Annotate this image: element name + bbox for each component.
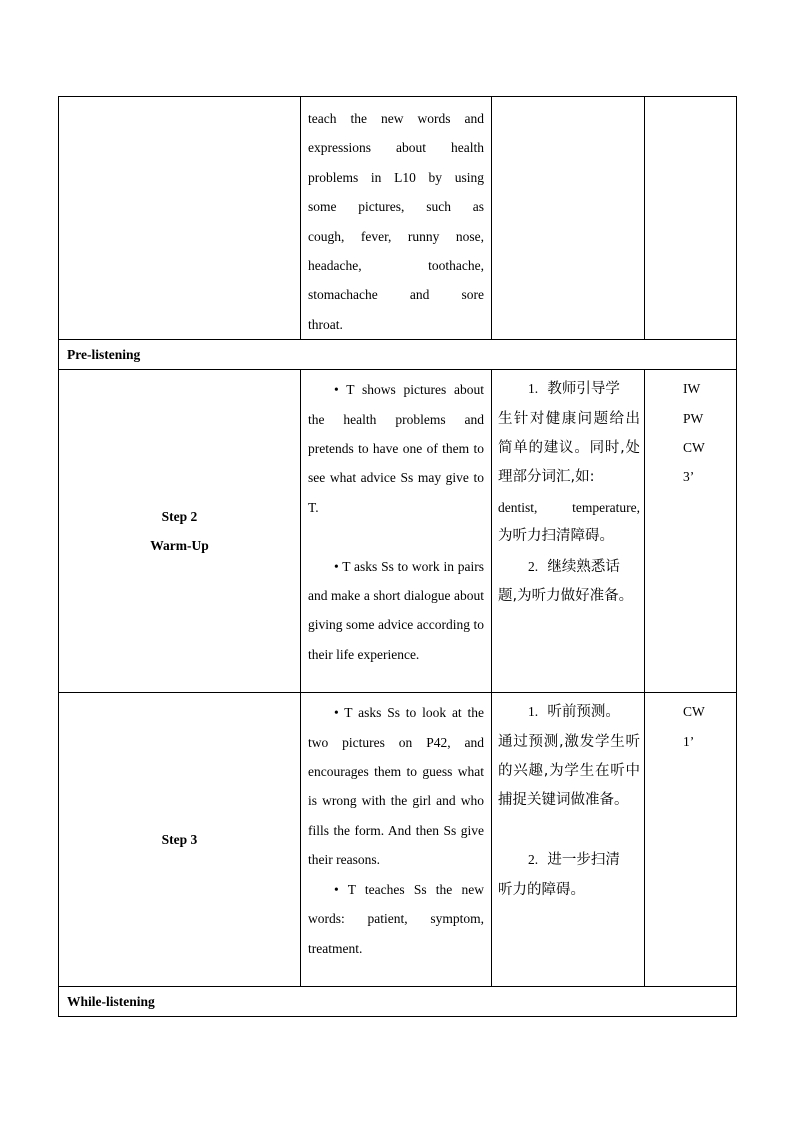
step3-row [59, 693, 737, 987]
interaction-item: CW [683, 440, 705, 456]
activity-line: teach the new words and [308, 111, 484, 126]
step3-purpose-1 [492, 693, 644, 816]
step3-purpose-cell [492, 693, 645, 987]
purpose-number: 2. [528, 558, 539, 574]
step3-title: Step 3 [161, 832, 198, 848]
step2-title: Step 2 [161, 509, 198, 525]
activity-line: some pictures, such as [308, 199, 484, 215]
step-cell-empty [59, 97, 301, 340]
step2-purpose-cell [492, 370, 645, 693]
step2-purpose-2 [492, 552, 644, 612]
interaction-list [645, 693, 736, 756]
step2-interaction-cell [645, 370, 737, 693]
step3-interaction-cell [645, 693, 737, 987]
interaction-item: IW [683, 381, 701, 397]
step3-purpose-2 [492, 845, 644, 905]
activity-line: expressions about health [308, 140, 484, 156]
interaction-item: CW [683, 704, 705, 720]
step2-activity-1: • T shows pictures about the health problems and pretends to have one of them to see what advice Ss may give to T. [308, 382, 484, 515]
interaction-list [645, 370, 736, 492]
purpose-text: 教师引导学 [547, 381, 620, 398]
purpose-number: 2. [528, 852, 539, 868]
purpose-text: 生针对健康问题给出简单的建议。同时,处理部分词汇,如: [498, 410, 640, 486]
continuation-row [59, 97, 737, 340]
step3-cell [59, 693, 301, 987]
interaction-item: 1’ [683, 733, 695, 749]
step2-subtitle: Warm-Up [150, 538, 209, 554]
purpose-words: dentist, temperature, [498, 499, 640, 515]
step3-activity-2: • T teaches Ss the new words: patient, symptom, treatment. [308, 881, 484, 956]
purpose-text: 进一步扫清 [547, 852, 620, 869]
purpose-text: 继续熟悉话 [547, 558, 620, 575]
activity-cell [301, 97, 492, 340]
section-title: While-listening [59, 987, 737, 1017]
activity-line: headache, toothache, [308, 258, 484, 274]
section-row-while-listening [59, 987, 737, 1017]
activity-line: problems in L10 by using [308, 169, 484, 185]
purpose-number: 1. [528, 704, 539, 720]
step3-activity-cell [301, 693, 492, 987]
step2-cell [59, 370, 301, 693]
step3-activity-1: • T asks Ss to look at the two pictures on P42, and encourages them to guess what is wrong with the girl and who fills the form. And then Ss give their reasons. [308, 705, 484, 868]
activity-line: throat. [308, 316, 343, 332]
purpose-text: 通过预测,激发学生听的兴趣,为学生在听中捕捉关键词做准备。 [498, 733, 640, 809]
step2-purpose-1 [492, 370, 644, 551]
interaction-item: 3’ [683, 469, 695, 485]
purpose-cell-empty [492, 97, 645, 340]
activity-line: stomachache and sore [308, 287, 484, 303]
lesson-plan-table [58, 96, 737, 1017]
section-title: Pre-listening [59, 340, 737, 370]
purpose-text: 听力的障碍。 [498, 881, 585, 898]
activity-line: cough, fever, runny nose, [308, 228, 484, 244]
purpose-text: 听前预测。 [547, 704, 620, 721]
interaction-cell-empty [645, 97, 737, 340]
step2-activity-2: • T asks Ss to work in pairs and make a short dialogue about giving some advice according to their life experience. [308, 558, 484, 662]
step2-row [59, 370, 737, 693]
interaction-item: PW [683, 410, 704, 426]
activity-text [301, 97, 491, 339]
purpose-text: 为听力扫清障碍。 [498, 528, 614, 545]
purpose-number: 1. [528, 381, 539, 397]
step2-activity-cell [301, 370, 492, 693]
purpose-text: 题,为听力做好准备。 [498, 588, 634, 605]
section-row-pre-listening [59, 340, 737, 370]
